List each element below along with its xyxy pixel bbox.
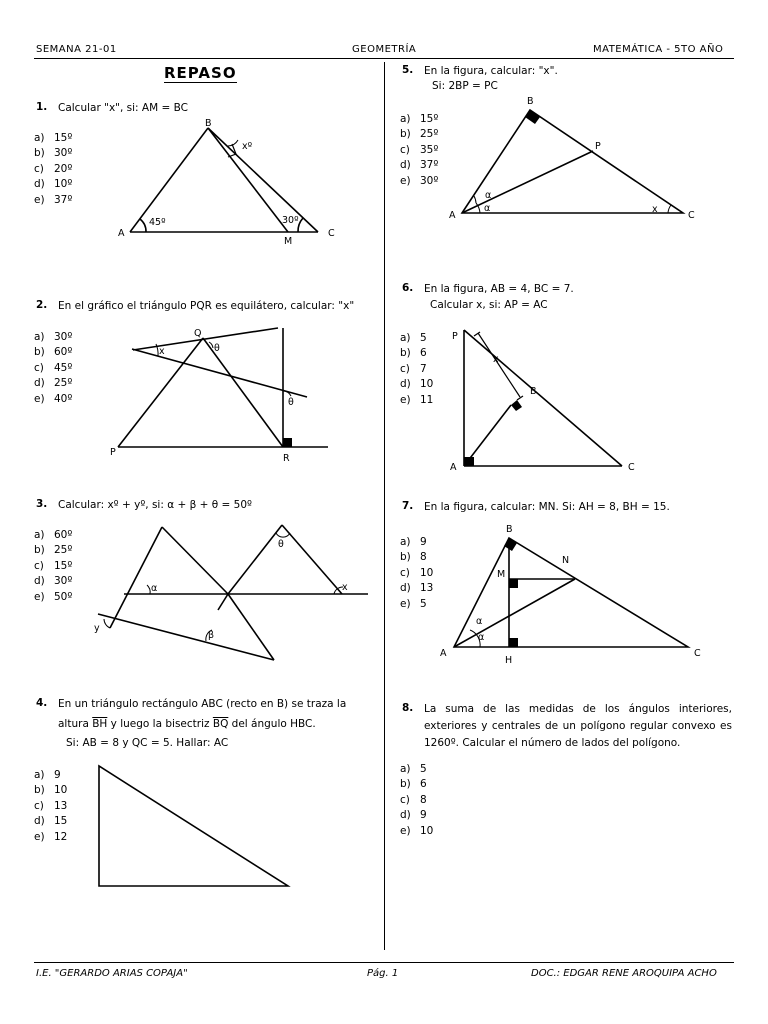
option-letter: d) — [34, 815, 45, 828]
option-value: 5 — [420, 597, 427, 610]
option-letter: e) — [34, 193, 45, 206]
option-letter: d) — [400, 159, 411, 172]
q5-label-a: A — [449, 210, 456, 221]
option-item — [400, 777, 433, 792]
option-value: 6 — [420, 347, 427, 360]
option-value: 45º — [54, 361, 73, 374]
option-letter: e) — [34, 392, 45, 405]
option-value: 15º — [54, 559, 73, 572]
option-letter: b) — [400, 128, 411, 141]
option-letter: e) — [400, 824, 411, 837]
q2-label-r: R — [283, 453, 290, 464]
option-value: 5 — [420, 332, 427, 344]
q2-label-p: P — [110, 447, 116, 458]
option-letter: c) — [400, 362, 410, 375]
q7-line1: En la figura, calcular: MN. Si: AH = 8, BH = 15. — [424, 501, 670, 513]
q7-label-c: C — [694, 648, 701, 659]
q5-label-x: x — [652, 204, 658, 215]
q3-label-beta: β — [208, 630, 215, 641]
q5-label-b: B — [527, 96, 534, 107]
option-letter: d) — [34, 178, 45, 191]
q1-label-m: M — [284, 236, 293, 247]
q6-label-a: A — [450, 462, 457, 473]
option-letter: e) — [400, 393, 411, 406]
page-title: REPASO — [164, 64, 237, 82]
option-letter: c) — [400, 566, 410, 579]
option-letter: a) — [400, 113, 411, 125]
q1-label-a: A — [118, 228, 125, 239]
q8-number: 8. — [402, 702, 414, 714]
option-value: 35º — [420, 143, 439, 156]
option-value: 13 — [420, 582, 434, 595]
option-value: 30º — [54, 575, 73, 588]
option-letter: d) — [34, 575, 45, 588]
option-value: 37º — [54, 193, 73, 206]
q7-label-m: M — [497, 569, 506, 580]
option-letter: a) — [400, 332, 411, 344]
header-right: MATEMÁTICA - 5TO AÑO — [593, 44, 724, 55]
option-value: 40º — [54, 392, 73, 405]
option-letter: c) — [34, 361, 44, 374]
option-letter: b) — [400, 551, 411, 564]
option-value: 10 — [420, 824, 434, 837]
option-value: 10 — [420, 566, 434, 579]
q6-label-c: C — [628, 462, 635, 473]
option-value: 15º — [54, 132, 73, 144]
option-letter: a) — [34, 331, 45, 343]
q1-label-c: C — [328, 228, 335, 239]
q7-number: 7. — [402, 500, 414, 512]
option-value: 5 — [420, 763, 427, 775]
option-letter: d) — [34, 377, 45, 390]
footer-right: DOC.: EDGAR RENE AROQUIPA ACHO — [531, 968, 717, 979]
q6-label-b: B — [530, 386, 537, 397]
q6-line1: En la figura, AB = 4, BC = 7. — [424, 283, 574, 295]
q7-label-alpha1: α — [476, 616, 483, 627]
q4-line2-a: altura — [58, 718, 93, 730]
q2-label-q: Q — [194, 328, 202, 339]
option-value: 15º — [420, 113, 439, 125]
option-value: 8 — [420, 551, 427, 564]
option-value: 15 — [54, 815, 68, 828]
option-value: 25º — [420, 128, 439, 141]
q1-label-b: B — [205, 118, 212, 129]
option-value: 30º — [54, 331, 73, 343]
q1-text: Calcular "x", si: AM = BC — [58, 102, 188, 114]
q5-label-p: P — [595, 141, 601, 152]
q4-segment-bq: $\overline{BQ}$ — [212, 718, 229, 730]
option-value: 30º — [54, 147, 73, 160]
option-value: 37º — [420, 159, 439, 172]
q5-label-c: C — [688, 210, 695, 221]
q4-line2-e: del ángulo HBC. — [228, 718, 316, 730]
q2-text: En el gráfico el triángulo PQR es equilátero, calcular: "x" — [58, 300, 355, 312]
q6-label-x: x — [493, 354, 499, 365]
option-value: 50º — [54, 590, 73, 603]
footer-left: I.E. "GERARDO ARIAS COPAJA" — [36, 968, 188, 979]
q1-label-45: 45º — [149, 217, 166, 228]
option-letter: c) — [400, 793, 410, 806]
option-value: 13 — [54, 799, 68, 812]
q4-segment-bh: $\overline{BH}$ — [92, 718, 108, 730]
header-left: SEMANA 21-01 — [36, 44, 117, 55]
q7-label-h: H — [505, 655, 513, 666]
option-letter: b) — [34, 784, 45, 797]
option-value: 60º — [54, 529, 73, 541]
option-value: 6 — [420, 778, 427, 791]
footer-center: Pág. 1 — [367, 968, 399, 979]
q1-number: 1. — [36, 101, 48, 113]
option-value: 20º — [54, 162, 73, 175]
q1-label-30: 30º — [282, 215, 299, 226]
option-value: 10 — [420, 378, 434, 391]
option-letter: a) — [34, 769, 45, 781]
option-value: 25º — [54, 377, 73, 390]
q5-line1: En la figura, calcular: "x". — [424, 65, 558, 77]
option-value: 11 — [420, 393, 434, 406]
option-item — [400, 824, 433, 839]
option-letter: d) — [400, 582, 411, 595]
option-letter: e) — [34, 830, 45, 843]
option-letter: d) — [400, 378, 411, 391]
option-letter: a) — [400, 536, 411, 548]
footer-rule — [34, 962, 734, 963]
q3-label-alpha: α — [151, 583, 158, 594]
option-item — [400, 808, 433, 823]
q6-number: 6. — [402, 282, 414, 294]
q8-options — [400, 762, 433, 839]
q6-label-p: P — [452, 331, 458, 342]
option-value: 25º — [54, 544, 73, 557]
q4-line3: Si: AB = 8 y QC = 5. Hallar: AC — [66, 737, 229, 749]
option-letter: a) — [34, 529, 45, 541]
q6-line2: Calcular x, si: AP = AC — [430, 299, 548, 311]
option-value: 9 — [420, 809, 427, 822]
q5-number: 5. — [402, 64, 414, 76]
q7-label-b: B — [506, 524, 513, 535]
q4-line1: En un triángulo rectángulo ABC (recto en B) se traza la — [58, 698, 347, 710]
q4-number: 4. — [36, 697, 48, 709]
option-letter: b) — [34, 147, 45, 160]
option-value: 8 — [420, 793, 427, 806]
q5-label-alpha2: α — [484, 203, 491, 214]
option-value: 10º — [54, 178, 73, 191]
option-letter: a) — [34, 132, 45, 144]
q3-label-y: y — [94, 623, 100, 634]
option-letter: b) — [34, 544, 45, 557]
option-letter: d) — [400, 809, 411, 822]
option-item — [400, 762, 433, 777]
option-letter: c) — [34, 799, 44, 812]
q2-label-theta1: θ — [214, 343, 220, 354]
q3-label-theta: θ — [278, 539, 284, 550]
option-value: 30º — [420, 174, 439, 187]
q2-label-theta2: θ — [288, 397, 294, 408]
option-value: 9 — [420, 536, 427, 548]
option-value: 7 — [420, 362, 427, 375]
option-value: 9 — [54, 769, 61, 781]
option-letter: c) — [34, 559, 44, 572]
option-value: 12 — [54, 830, 68, 843]
option-letter: c) — [34, 162, 44, 175]
q7-label-a: A — [440, 648, 447, 659]
q3-label-x: x — [342, 582, 348, 593]
q5-label-alpha1: α — [485, 190, 492, 201]
q2-number: 2. — [36, 299, 48, 311]
header-center: GEOMETRÍA — [352, 44, 417, 55]
q3-text: Calcular: xº + yº, si: α + β + θ = 50º — [58, 499, 252, 511]
option-letter: b) — [34, 346, 45, 359]
option-letter: e) — [34, 590, 45, 603]
option-letter: b) — [400, 347, 411, 360]
option-letter: e) — [400, 597, 411, 610]
option-letter: a) — [400, 763, 411, 775]
q2-label-x: x — [159, 346, 165, 357]
option-letter: b) — [400, 778, 411, 791]
q5-line2: Si: 2BP = PC — [432, 80, 498, 92]
q7-label-alpha2: α — [478, 632, 485, 643]
q4-line2-c: y luego la bisectriz — [107, 718, 213, 730]
option-value: 10 — [54, 784, 68, 797]
option-letter: e) — [400, 174, 411, 187]
option-value: 60º — [54, 346, 73, 359]
q8-text: La suma de las medidas de los ángulos interiores, exteriores y centrales de un polígono regular convexo es 1260º. Calcular el número de lados del polígono. — [424, 703, 732, 749]
q7-label-n: N — [562, 555, 570, 566]
option-letter: c) — [400, 143, 410, 156]
q1-label-x: xº — [242, 141, 253, 152]
q3-number: 3. — [36, 498, 48, 510]
option-item — [400, 793, 433, 808]
